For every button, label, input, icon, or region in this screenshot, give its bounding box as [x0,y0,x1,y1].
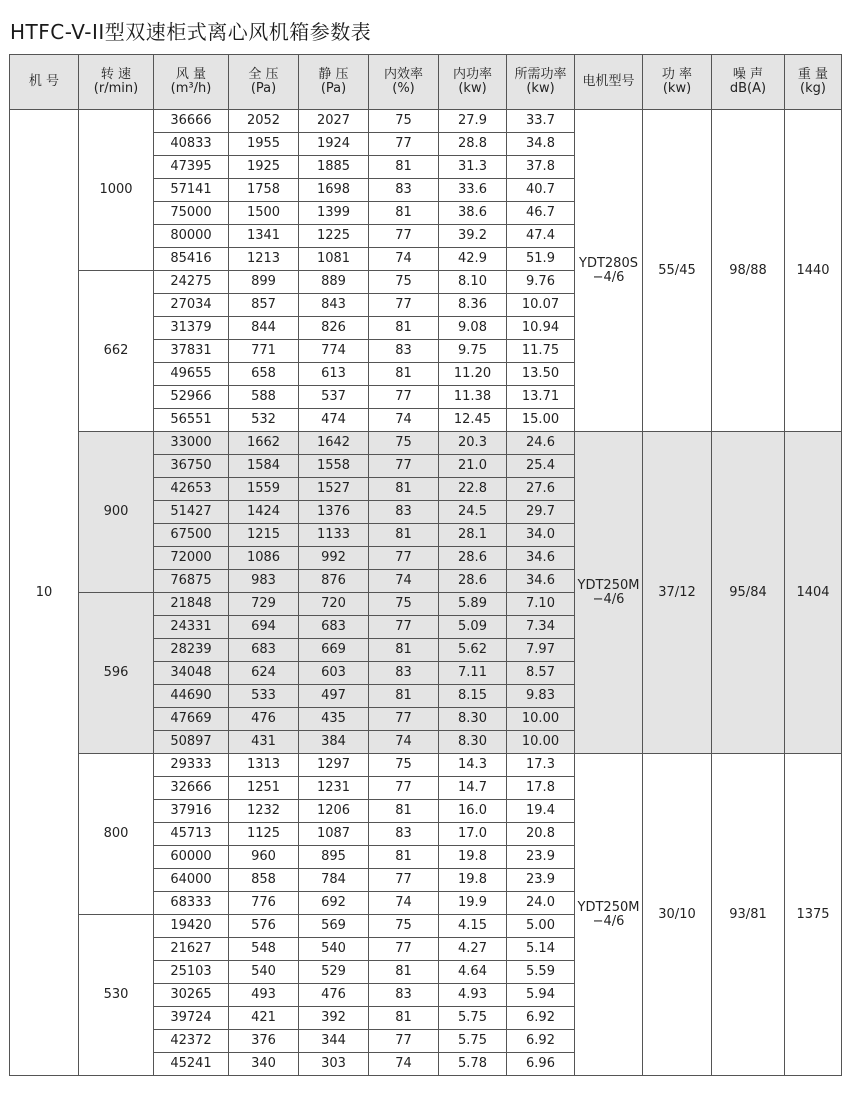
internal-power-cell: 28.8 [439,133,507,156]
total-pressure-cell: 857 [229,294,299,317]
internal-power-cell: 4.93 [439,984,507,1007]
airflow-cell: 80000 [154,225,229,248]
airflow-cell: 51427 [154,501,229,524]
total-pressure-cell: 431 [229,731,299,754]
internal-power-cell: 4.27 [439,938,507,961]
internal-power-cell: 8.30 [439,731,507,754]
internal-power-cell: 11.38 [439,386,507,409]
total-pressure-cell: 771 [229,340,299,363]
motor-model-line1: YDT280S [579,255,638,271]
airflow-cell: 75000 [154,202,229,225]
airflow-cell: 85416 [154,248,229,271]
table-body [10,110,842,1076]
total-pressure-cell: 1251 [229,777,299,800]
internal-power-cell: 5.09 [439,616,507,639]
required-power-cell: 40.7 [507,179,575,202]
efficiency-cell: 81 [369,156,439,179]
airflow-cell: 49655 [154,363,229,386]
internal-power-cell: 5.78 [439,1053,507,1076]
static-pressure-cell: 540 [299,938,369,961]
required-power-cell: 7.34 [507,616,575,639]
internal-power-cell: 7.11 [439,662,507,685]
required-power-cell: 23.9 [507,869,575,892]
static-pressure-cell: 1297 [299,754,369,777]
efficiency-cell: 74 [369,570,439,593]
efficiency-cell: 83 [369,501,439,524]
efficiency-cell: 77 [369,455,439,478]
total-pressure-cell: 899 [229,271,299,294]
total-pressure-cell: 376 [229,1030,299,1053]
static-pressure-cell: 2027 [299,110,369,133]
static-pressure-cell: 1231 [299,777,369,800]
required-power-cell: 10.00 [507,708,575,731]
airflow-cell: 64000 [154,869,229,892]
col-header-motor-model: 电机型号 [575,55,643,110]
airflow-cell: 40833 [154,133,229,156]
motor-model-line2: −4/6 [592,269,625,285]
motor-model-line1: YDT250M [577,577,640,593]
airflow-cell: 76875 [154,570,229,593]
internal-power-cell: 9.75 [439,340,507,363]
efficiency-cell: 81 [369,685,439,708]
efficiency-cell: 77 [369,1030,439,1053]
total-pressure-cell: 694 [229,616,299,639]
static-pressure-cell: 344 [299,1030,369,1053]
airflow-cell: 21848 [154,593,229,616]
required-power-cell: 17.3 [507,754,575,777]
total-pressure-cell: 493 [229,984,299,1007]
required-power-cell: 6.92 [507,1030,575,1053]
efficiency-cell: 75 [369,593,439,616]
static-pressure-cell: 1642 [299,432,369,455]
efficiency-cell: 77 [369,616,439,639]
required-power-cell: 6.92 [507,1007,575,1030]
col-header-motor-power: 功 率 (kw) [643,55,712,110]
airflow-cell: 34048 [154,662,229,685]
efficiency-cell: 77 [369,869,439,892]
static-pressure-cell: 1376 [299,501,369,524]
internal-power-cell: 11.20 [439,363,507,386]
static-pressure-cell: 876 [299,570,369,593]
required-power-cell: 10.00 [507,731,575,754]
static-pressure-cell: 603 [299,662,369,685]
internal-power-cell: 39.2 [439,225,507,248]
motor-power-cell: 37/12 [643,432,712,754]
internal-power-cell: 5.89 [439,593,507,616]
required-power-cell: 10.07 [507,294,575,317]
total-pressure-cell: 658 [229,363,299,386]
weight-cell: 1440 [785,110,842,432]
col-header-total-pressure: 全 压 (Pa) [229,55,299,110]
total-pressure-cell: 1584 [229,455,299,478]
efficiency-cell: 74 [369,892,439,915]
static-pressure-cell: 613 [299,363,369,386]
required-power-cell: 9.76 [507,271,575,294]
internal-power-cell: 31.3 [439,156,507,179]
internal-power-cell: 33.6 [439,179,507,202]
efficiency-cell: 74 [369,409,439,432]
required-power-cell: 46.7 [507,202,575,225]
table-row [10,110,842,133]
required-power-cell: 34.0 [507,524,575,547]
efficiency-cell: 75 [369,432,439,455]
total-pressure-cell: 421 [229,1007,299,1030]
total-pressure-cell: 1086 [229,547,299,570]
airflow-cell: 25103 [154,961,229,984]
speed-cell: 1000 [79,110,154,271]
efficiency-cell: 75 [369,271,439,294]
static-pressure-cell: 497 [299,685,369,708]
required-power-cell: 29.7 [507,501,575,524]
static-pressure-cell: 843 [299,294,369,317]
required-power-cell: 11.75 [507,340,575,363]
airflow-cell: 45713 [154,823,229,846]
efficiency-cell: 81 [369,800,439,823]
internal-power-cell: 8.36 [439,294,507,317]
total-pressure-cell: 576 [229,915,299,938]
total-pressure-cell: 683 [229,639,299,662]
internal-power-cell: 38.6 [439,202,507,225]
internal-power-cell: 24.5 [439,501,507,524]
required-power-cell: 5.59 [507,961,575,984]
speed-cell: 800 [79,754,154,915]
motor-power-cell: 30/10 [643,754,712,1076]
internal-power-cell: 19.8 [439,846,507,869]
table-row [10,754,842,777]
static-pressure-cell: 384 [299,731,369,754]
static-pressure-cell: 889 [299,271,369,294]
required-power-cell: 17.8 [507,777,575,800]
airflow-cell: 37916 [154,800,229,823]
efficiency-cell: 83 [369,340,439,363]
airflow-cell: 60000 [154,846,229,869]
speed-cell: 662 [79,271,154,432]
required-power-cell: 25.4 [507,455,575,478]
total-pressure-cell: 1313 [229,754,299,777]
required-power-cell: 34.6 [507,547,575,570]
efficiency-cell: 77 [369,386,439,409]
required-power-cell: 15.00 [507,409,575,432]
col-header-internal-power: 内功率 (kw) [439,55,507,110]
col-header-machine-no: 机 号 [10,55,79,110]
total-pressure-cell: 476 [229,708,299,731]
required-power-cell: 34.8 [507,133,575,156]
internal-power-cell: 5.62 [439,639,507,662]
required-power-cell: 19.4 [507,800,575,823]
required-power-cell: 7.10 [507,593,575,616]
total-pressure-cell: 1758 [229,179,299,202]
static-pressure-cell: 474 [299,409,369,432]
efficiency-cell: 77 [369,547,439,570]
parameter-table [9,54,842,1076]
airflow-cell: 42653 [154,478,229,501]
total-pressure-cell: 1232 [229,800,299,823]
required-power-cell: 20.8 [507,823,575,846]
internal-power-cell: 19.8 [439,869,507,892]
motor-model-line1: YDT250M [577,899,640,915]
total-pressure-cell: 776 [229,892,299,915]
efficiency-cell: 81 [369,524,439,547]
internal-power-cell: 21.0 [439,455,507,478]
total-pressure-cell: 1955 [229,133,299,156]
total-pressure-cell: 983 [229,570,299,593]
efficiency-cell: 77 [369,777,439,800]
static-pressure-cell: 1924 [299,133,369,156]
efficiency-cell: 81 [369,363,439,386]
internal-power-cell: 27.9 [439,110,507,133]
internal-power-cell: 5.75 [439,1007,507,1030]
total-pressure-cell: 532 [229,409,299,432]
static-pressure-cell: 1225 [299,225,369,248]
airflow-cell: 29333 [154,754,229,777]
efficiency-cell: 81 [369,639,439,662]
airflow-cell: 24331 [154,616,229,639]
efficiency-cell: 81 [369,846,439,869]
internal-power-cell: 28.1 [439,524,507,547]
required-power-cell: 24.6 [507,432,575,455]
required-power-cell: 5.00 [507,915,575,938]
airflow-cell: 67500 [154,524,229,547]
static-pressure-cell: 1527 [299,478,369,501]
noise-cell: 93/81 [712,754,785,1076]
airflow-cell: 19420 [154,915,229,938]
internal-power-cell: 8.10 [439,271,507,294]
static-pressure-cell: 683 [299,616,369,639]
internal-power-cell: 22.8 [439,478,507,501]
required-power-cell: 13.50 [507,363,575,386]
static-pressure-cell: 476 [299,984,369,1007]
airflow-cell: 21627 [154,938,229,961]
required-power-cell: 6.96 [507,1053,575,1076]
efficiency-cell: 81 [369,1007,439,1030]
efficiency-cell: 83 [369,984,439,1007]
internal-power-cell: 14.7 [439,777,507,800]
col-header-internal-efficiency: 内效率 (%) [369,55,439,110]
total-pressure-cell: 2052 [229,110,299,133]
weight-cell: 1375 [785,754,842,1076]
total-pressure-cell: 858 [229,869,299,892]
total-pressure-cell: 1925 [229,156,299,179]
total-pressure-cell: 1213 [229,248,299,271]
airflow-cell: 56551 [154,409,229,432]
parameter-table-container [9,54,841,1085]
static-pressure-cell: 1558 [299,455,369,478]
internal-power-cell: 28.6 [439,547,507,570]
motor-model-line2: −4/6 [592,913,625,929]
efficiency-cell: 83 [369,179,439,202]
total-pressure-cell: 844 [229,317,299,340]
internal-power-cell: 8.15 [439,685,507,708]
static-pressure-cell: 826 [299,317,369,340]
efficiency-cell: 81 [369,961,439,984]
motor-model-line2: −4/6 [592,591,625,607]
airflow-cell: 30265 [154,984,229,1007]
airflow-cell: 47395 [154,156,229,179]
internal-power-cell: 8.30 [439,708,507,731]
total-pressure-cell: 1662 [229,432,299,455]
static-pressure-cell: 537 [299,386,369,409]
total-pressure-cell: 1341 [229,225,299,248]
total-pressure-cell: 340 [229,1053,299,1076]
efficiency-cell: 74 [369,248,439,271]
total-pressure-cell: 1500 [229,202,299,225]
airflow-cell: 44690 [154,685,229,708]
required-power-cell: 8.57 [507,662,575,685]
efficiency-cell: 77 [369,708,439,731]
internal-power-cell: 14.3 [439,754,507,777]
efficiency-cell: 83 [369,662,439,685]
total-pressure-cell: 540 [229,961,299,984]
col-header-required-power: 所需功率 (kw) [507,55,575,110]
airflow-cell: 52966 [154,386,229,409]
noise-cell: 98/88 [712,110,785,432]
static-pressure-cell: 784 [299,869,369,892]
airflow-cell: 24275 [154,271,229,294]
internal-power-cell: 28.6 [439,570,507,593]
airflow-cell: 31379 [154,317,229,340]
airflow-cell: 37831 [154,340,229,363]
required-power-cell: 9.83 [507,685,575,708]
static-pressure-cell: 1087 [299,823,369,846]
airflow-cell: 36666 [154,110,229,133]
static-pressure-cell: 1698 [299,179,369,202]
required-power-cell: 5.14 [507,938,575,961]
internal-power-cell: 19.9 [439,892,507,915]
total-pressure-cell: 588 [229,386,299,409]
required-power-cell: 5.94 [507,984,575,1007]
noise-cell: 95/84 [712,432,785,754]
static-pressure-cell: 692 [299,892,369,915]
header-row [10,55,842,110]
speed-cell: 596 [79,593,154,754]
col-header-speed: 转 速 (r/min) [79,55,154,110]
table-row [10,432,842,455]
motor-model-cell [575,754,643,1076]
airflow-cell: 45241 [154,1053,229,1076]
airflow-cell: 57141 [154,179,229,202]
internal-power-cell: 9.08 [439,317,507,340]
efficiency-cell: 77 [369,294,439,317]
required-power-cell: 23.9 [507,846,575,869]
airflow-cell: 36750 [154,455,229,478]
internal-power-cell: 4.64 [439,961,507,984]
required-power-cell: 47.4 [507,225,575,248]
total-pressure-cell: 624 [229,662,299,685]
static-pressure-cell: 720 [299,593,369,616]
required-power-cell: 33.7 [507,110,575,133]
total-pressure-cell: 960 [229,846,299,869]
internal-power-cell: 16.0 [439,800,507,823]
efficiency-cell: 81 [369,317,439,340]
required-power-cell: 24.0 [507,892,575,915]
static-pressure-cell: 435 [299,708,369,731]
static-pressure-cell: 895 [299,846,369,869]
airflow-cell: 68333 [154,892,229,915]
airflow-cell: 47669 [154,708,229,731]
internal-power-cell: 20.3 [439,432,507,455]
static-pressure-cell: 1399 [299,202,369,225]
col-header-airflow: 风 量 (m³/h) [154,55,229,110]
efficiency-cell: 74 [369,731,439,754]
static-pressure-cell: 303 [299,1053,369,1076]
static-pressure-cell: 569 [299,915,369,938]
speed-cell: 900 [79,432,154,593]
static-pressure-cell: 774 [299,340,369,363]
efficiency-cell: 81 [369,478,439,501]
airflow-cell: 72000 [154,547,229,570]
airflow-cell: 33000 [154,432,229,455]
total-pressure-cell: 1424 [229,501,299,524]
total-pressure-cell: 1125 [229,823,299,846]
airflow-cell: 27034 [154,294,229,317]
col-header-static-pressure: 静 压 (Pa) [299,55,369,110]
required-power-cell: 27.6 [507,478,575,501]
total-pressure-cell: 548 [229,938,299,961]
static-pressure-cell: 669 [299,639,369,662]
total-pressure-cell: 729 [229,593,299,616]
required-power-cell: 37.8 [507,156,575,179]
airflow-cell: 39724 [154,1007,229,1030]
speed-cell: 530 [79,915,154,1076]
required-power-cell: 51.9 [507,248,575,271]
internal-power-cell: 42.9 [439,248,507,271]
efficiency-cell: 75 [369,754,439,777]
col-header-noise: 噪 声 dB(A) [712,55,785,110]
static-pressure-cell: 1885 [299,156,369,179]
efficiency-cell: 75 [369,915,439,938]
static-pressure-cell: 992 [299,547,369,570]
required-power-cell: 34.6 [507,570,575,593]
internal-power-cell: 17.0 [439,823,507,846]
static-pressure-cell: 392 [299,1007,369,1030]
efficiency-cell: 81 [369,202,439,225]
internal-power-cell: 4.15 [439,915,507,938]
motor-power-cell: 55/45 [643,110,712,432]
required-power-cell: 7.97 [507,639,575,662]
airflow-cell: 42372 [154,1030,229,1053]
internal-power-cell: 5.75 [439,1030,507,1053]
efficiency-cell: 77 [369,133,439,156]
internal-power-cell: 12.45 [439,409,507,432]
efficiency-cell: 74 [369,1053,439,1076]
total-pressure-cell: 533 [229,685,299,708]
static-pressure-cell: 529 [299,961,369,984]
efficiency-cell: 77 [369,225,439,248]
motor-model-cell [575,432,643,754]
weight-cell: 1404 [785,432,842,754]
efficiency-cell: 77 [369,938,439,961]
airflow-cell: 28239 [154,639,229,662]
page-title: HTFC-V-II型双速柜式离心风机箱参数表 [10,20,372,44]
col-header-weight: 重 量 (kg) [785,55,842,110]
airflow-cell: 32666 [154,777,229,800]
machine-number-cell: 10 [10,110,79,1076]
required-power-cell: 13.71 [507,386,575,409]
efficiency-cell: 75 [369,110,439,133]
required-power-cell: 10.94 [507,317,575,340]
efficiency-cell: 83 [369,823,439,846]
static-pressure-cell: 1206 [299,800,369,823]
total-pressure-cell: 1559 [229,478,299,501]
static-pressure-cell: 1081 [299,248,369,271]
motor-model-cell [575,110,643,432]
static-pressure-cell: 1133 [299,524,369,547]
airflow-cell: 50897 [154,731,229,754]
total-pressure-cell: 1215 [229,524,299,547]
